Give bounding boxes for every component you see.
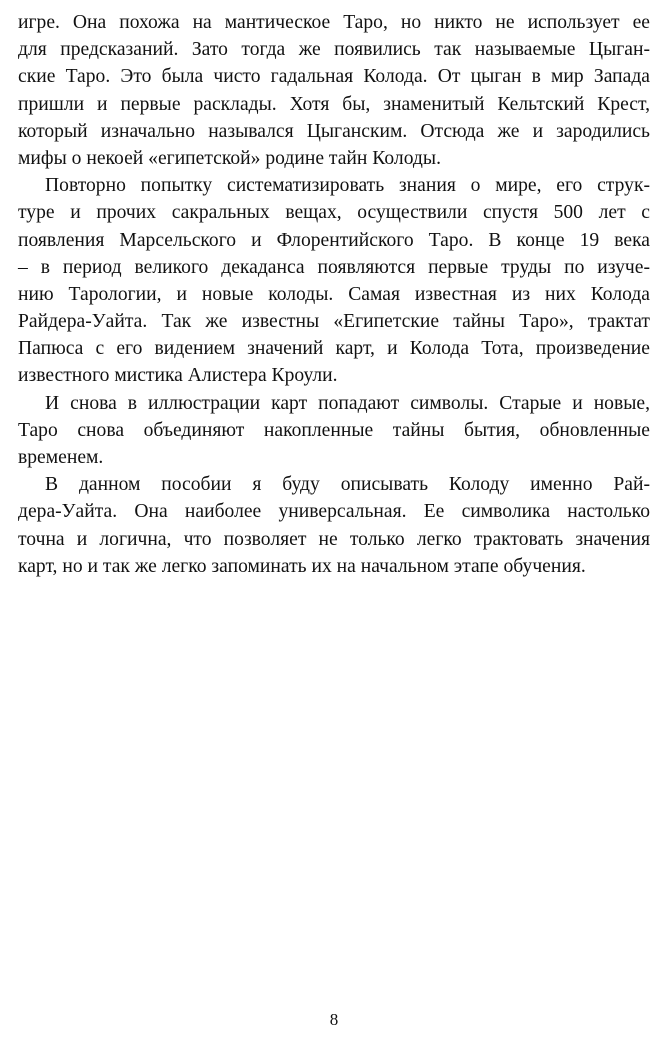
text-line: который изначально назывался Цыганским. Отсюда же и зародились bbox=[18, 120, 650, 142]
text-line: пришли и первые расклады. Хотя бы, знаменитый Кельтский Крест, bbox=[18, 93, 650, 115]
text-line: В данном пособии я буду описывать Колоду именно Рай- bbox=[45, 474, 650, 496]
text-line: Таро снова объединяют накопленные тайны бытия, обновленные bbox=[18, 419, 650, 441]
page-number: 8 bbox=[329, 1010, 339, 1029]
text-line: игре. Она похожа на мантическое Таро, но никто не использует ее bbox=[18, 12, 650, 33]
text-line: появления Марсельского и Флорентийского Таро. В конце 19 века bbox=[18, 229, 650, 251]
text-line: для предсказаний. Зато тогда же появились так называемые Цыган- bbox=[18, 39, 650, 61]
text-line: дера-Уайта. Она наиболее универсальная. Ее символика настолько bbox=[18, 501, 650, 523]
text-line: Папюса с его видением значений карт, и Колода Тота, произведение bbox=[18, 338, 650, 360]
paragraph bbox=[18, 390, 650, 472]
paragraph bbox=[18, 471, 650, 580]
text-line: карт, но и так же легко запоминать их на начальном этапе обучения. bbox=[18, 555, 586, 577]
paragraph bbox=[18, 9, 650, 172]
text-line: Повторно попытку систематизировать знания о мире, его струк- bbox=[45, 175, 650, 197]
text-line: ские Таро. Это была чисто гадальная Колода. От цыган в мир Запада bbox=[18, 66, 650, 88]
text-line: известного мистика Алистера Кроули. bbox=[18, 365, 338, 387]
book-page bbox=[18, 0, 650, 1044]
text-line: точна и логична, что позволяет не только легко трактовать значения bbox=[18, 528, 650, 550]
text-line: мифы о некоей «египетской» родине тайн Колоды. bbox=[18, 147, 441, 169]
body-text bbox=[18, 9, 650, 580]
text-line: – в период великого декаданса появляются первые труды по изуче- bbox=[18, 256, 650, 278]
text-line: туре и прочих сакральных вещах, осуществили спустя 500 лет с bbox=[18, 202, 650, 224]
text-line: Райдера-Уайта. Так же известны «Египетские тайны Таро», трактат bbox=[18, 311, 650, 333]
text-line: И снова в иллюстрации карт попадают символы. Старые и новые, bbox=[45, 392, 650, 414]
text-line: нию Тарологии, и новые колоды. Самая известная из них Колода bbox=[18, 283, 650, 305]
paragraph bbox=[18, 172, 650, 390]
text-line: временем. bbox=[18, 447, 104, 468]
